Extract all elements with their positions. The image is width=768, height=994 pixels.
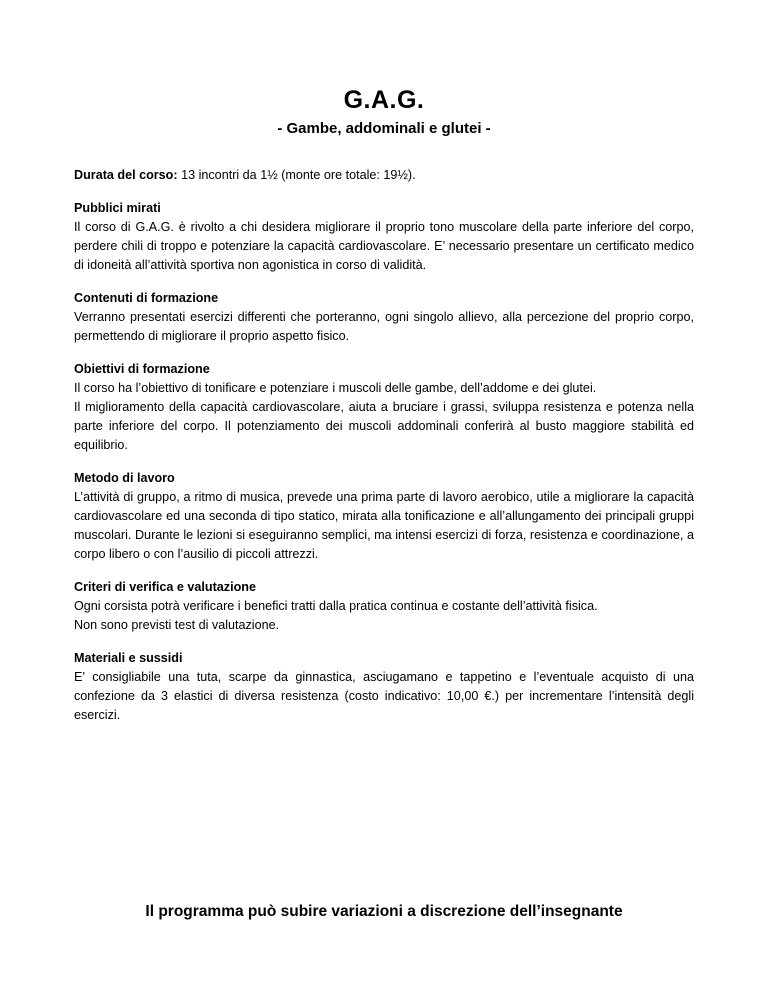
section-criteri-verifica <box>74 578 694 635</box>
section-paragraph: L’attività di gruppo, a ritmo di musica, prevede una prima parte di lavoro aerobico, utile a migliorare la capacità cardiovascolare ed una seconda di tipo statico, mirata alla tonificazione e all’allungamento dei principali gruppi muscolari. Durante le lezioni si eseguiranno semplici, ma intensi esercizi di forza, resistenza e coordinazione, a corpo libero o con l’ausilio di piccoli attrezzi. <box>74 490 694 561</box>
section-paragraph: Il miglioramento della capacità cardiovascolare, aiuta a bruciare i grassi, sviluppa resistenza e potenza nella parte inferiore del corpo. Il potenziamento dei muscoli addominali conferirà al busto maggiore stabilità ed equilibrio. <box>74 400 694 452</box>
section-metodo-lavoro <box>74 469 694 564</box>
duration-label: Durata del corso: <box>74 168 178 182</box>
section-paragraph: Verranno presentati esercizi differenti che porteranno, ogni singolo allievo, alla percezione del proprio corpo, permettendo di migliorare il proprio aspetto fisico. <box>74 310 694 343</box>
section-heading: Contenuti di formazione <box>74 291 219 305</box>
section-paragraph: Non sono previsti test di valutazione. <box>74 618 280 632</box>
section-paragraph: Ogni corsista potrà verificare i benefici tratti dalla pratica continua e costante dell’attività fisica. <box>74 599 598 613</box>
section-paragraph: E’ consigliabile una tuta, scarpe da ginnastica, asciugamano e tappetino e l’eventuale acquisto di una confezione da 3 elastici di diversa resistenza (costo indicativo: 10,00 €.) per incrementare l’intensità degli esercizi. <box>74 670 694 722</box>
section-contenuti-formazione <box>74 289 694 346</box>
section-obiettivi-formazione <box>74 360 694 455</box>
document-body <box>74 166 694 739</box>
section-heading: Metodo di lavoro <box>74 471 175 485</box>
section-paragraph: Il corso ha l’obiettivo di tonificare e potenziare i muscoli delle gambe, dell’addome e dei glutei. <box>74 381 597 395</box>
document-subtitle: - Gambe, addominali e glutei - <box>277 120 491 137</box>
duration-text: 13 incontri da 1½ (monte ore totale: 19½). <box>181 168 416 182</box>
section-heading: Obiettivi di formazione <box>74 362 210 376</box>
section-paragraph: Il corso di G.A.G. è rivolto a chi desidera migliorare il proprio tono muscolare della parte inferiore del corpo, perdere chili di troppo e potenziare la capacità cardiovascolare. E’ necessario presentare un certificato medico di idoneità all’attività sportiva non agonistica in corso di validità. <box>74 220 694 272</box>
document-title: G.A.G. <box>343 86 425 114</box>
document-footer-note: Il programma può subire variazioni a discrezione dell’insegnante <box>145 903 623 920</box>
section-heading: Pubblici mirati <box>74 201 161 215</box>
section-pubblici-mirati <box>74 199 694 275</box>
duration-section <box>74 166 694 185</box>
section-materiali-sussidi <box>74 649 694 725</box>
section-heading: Criteri di verifica e valutazione <box>74 580 256 594</box>
section-heading: Materiali e sussidi <box>74 651 183 665</box>
